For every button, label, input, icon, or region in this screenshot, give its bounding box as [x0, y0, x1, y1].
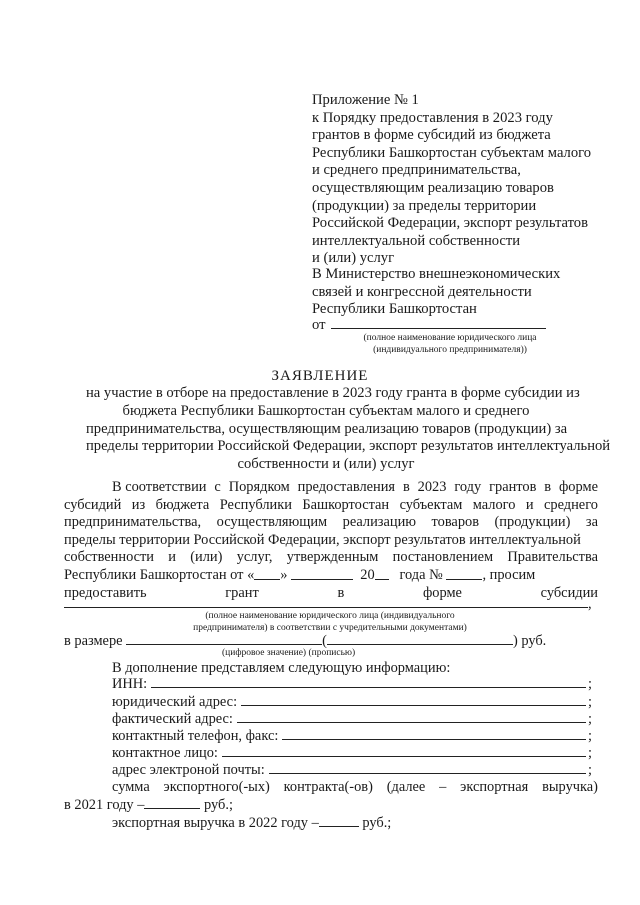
word: сумма: [112, 779, 150, 795]
actual-address-row: [112, 711, 592, 728]
appendix-line: и среднего предпринимательства,: [312, 162, 521, 179]
line-text: руб.;: [204, 797, 233, 813]
paragraph-line: [64, 532, 598, 550]
paragraph-line: [64, 479, 598, 497]
word: Правительства: [507, 549, 598, 566]
word: реализацию: [342, 514, 417, 531]
field-label: юридический адрес:: [112, 694, 238, 710]
document-title: ЗАЯВЛЕНИЕ: [271, 368, 369, 384]
appendix-line: Приложение № 1: [312, 92, 419, 108]
number-field[interactable]: [446, 567, 482, 580]
day-field[interactable]: [254, 567, 280, 580]
field-end: ;: [588, 711, 592, 727]
line-text: , просим: [482, 566, 536, 583]
word: малого: [472, 496, 516, 513]
word: 2023: [417, 479, 447, 495]
amount-caption: (цифровое значение) (прописью): [222, 648, 356, 658]
line-text: пределы территории Российской Федерации, экспорт результатов интеллектуальной: [64, 531, 581, 548]
word: предпринимательства,: [64, 514, 202, 531]
appendix-line: к Порядку предоставления в 2023 году: [312, 109, 553, 126]
word: собственности: [64, 549, 155, 566]
line-text: в 2021 году –: [64, 797, 145, 813]
word: экспортная: [460, 779, 529, 795]
word: бюджета: [155, 496, 210, 513]
word: и: [525, 496, 534, 513]
line-text: »: [280, 566, 288, 583]
field-end: ;: [588, 745, 592, 761]
inn-field[interactable]: [151, 677, 586, 688]
word: среднего: [544, 496, 598, 513]
export-2021-line: [64, 779, 598, 796]
amount-label: в размере: [64, 633, 123, 649]
word: постановлением: [392, 549, 494, 566]
subtitle-line: собственности и (или) услуг: [237, 456, 415, 473]
paragraph-line: [64, 567, 598, 585]
actual-address-field[interactable]: [237, 712, 586, 723]
appendix-line: грантов в форме субсидий из бюджета: [312, 127, 551, 144]
field-label: ИНН:: [112, 676, 148, 692]
line-text: Республики Башкортостан от «: [64, 566, 255, 583]
subtitle-line: на участие в отборе на предоставление в 2023 году гранта в форме субсидии из: [86, 385, 580, 401]
caption-line: (полное наименование юридического лица (индивидуального: [205, 611, 455, 621]
word: в: [402, 479, 410, 495]
word: –: [439, 779, 447, 795]
word: осуществляющим: [216, 514, 328, 531]
applicant-name-field[interactable]: [331, 316, 546, 329]
word: субсидии: [540, 584, 598, 601]
phone-row: [112, 728, 592, 745]
legal-address-row: [112, 694, 592, 711]
organization-caption: [160, 611, 500, 634]
appendix-line: Республики Башкортостан субъектам малого: [312, 144, 592, 161]
from-caption-line: (индивидуального предпринимателя)): [373, 344, 527, 355]
word: утвержденным: [286, 549, 379, 566]
word: за: [585, 514, 598, 531]
contact-person-field[interactable]: [222, 746, 586, 757]
paragraph-line: [64, 549, 598, 567]
line-text: года №: [399, 566, 443, 583]
addressee-line: связей и конгрессной деятельности: [312, 283, 532, 300]
subtitle-line: бюджета Республики Башкортостан субъектам малого и среднего: [122, 402, 530, 419]
subtitle-line: пределы территории Российской Федерации, экспорт результатов интеллектуальной: [86, 438, 611, 455]
appendix-line: (продукции) за пределы территории: [312, 197, 537, 214]
word: и: [168, 549, 176, 566]
export-2022-row: [64, 814, 598, 832]
word: форме: [558, 479, 598, 495]
word: субъектам: [399, 496, 463, 513]
subtitle-line: предпринимательства, осуществляющим реализацию товаров (продукции) за: [86, 420, 568, 437]
paragraph-line: [64, 497, 598, 515]
month-field[interactable]: [291, 567, 353, 580]
organization-row: ,: [64, 596, 598, 613]
document-subtitle: [86, 385, 611, 474]
appendix-block: [312, 92, 612, 268]
field-label: фактический адрес:: [112, 711, 233, 727]
word: Порядком: [228, 479, 290, 495]
contact-person-row: [112, 745, 592, 762]
from-row: [312, 316, 546, 334]
addressee-line: Республики Башкортостан: [312, 301, 477, 318]
export-2021-field[interactable]: [144, 796, 200, 809]
appendix-line: интеллектуальной собственности: [312, 232, 521, 249]
word: экспортного(-ых): [163, 779, 270, 795]
line-text: экспортная выручка в 2022 году –: [112, 815, 319, 831]
export-2022-field[interactable]: [319, 814, 359, 827]
addressee-block: [312, 266, 612, 319]
year-field[interactable]: [375, 567, 389, 580]
inn-row: [112, 676, 592, 693]
word: (или): [190, 549, 223, 566]
field-end: ;: [588, 676, 592, 692]
word: году: [454, 479, 482, 495]
export-2021-tail: [64, 796, 598, 814]
word: предоставить: [64, 584, 147, 601]
field-end: ;: [588, 762, 592, 778]
email-row: [112, 762, 592, 779]
info-heading: В дополнение представляем следующую информацию:: [112, 660, 451, 676]
word: (далее: [386, 779, 426, 795]
word: Башкортостан: [302, 496, 390, 513]
word: грантов: [489, 479, 537, 495]
from-label: от: [312, 317, 326, 333]
line-text: 20: [360, 566, 375, 583]
word: В соответствии: [112, 479, 207, 495]
word: Республики: [219, 496, 292, 513]
appendix-line: Российской Федерации, экспорт результатов: [312, 215, 588, 232]
word: предоставления: [297, 479, 396, 495]
addressee-line: В Министерство внешнеэкономических: [312, 266, 561, 282]
field-label: адрес электроной почты:: [112, 762, 265, 778]
caption-line: предпринимателя) в соответствии с учредительными документами): [193, 622, 467, 633]
amount-words-field[interactable]: [327, 632, 513, 645]
word: выручка): [542, 779, 598, 795]
word: услуг,: [236, 549, 273, 566]
word: (продукции): [494, 514, 571, 531]
amount-unit: ) руб.: [512, 633, 547, 649]
word: товаров: [431, 514, 480, 531]
field-label: контактное лицо:: [112, 745, 218, 761]
field-end: ;: [588, 694, 592, 710]
word: в: [337, 584, 345, 601]
word: грант: [225, 584, 259, 601]
email-field[interactable]: [269, 763, 586, 774]
export-2021-row: [64, 779, 598, 814]
phone-field[interactable]: [282, 729, 586, 740]
legal-address-field[interactable]: [241, 695, 586, 706]
word: из: [131, 496, 146, 513]
field-label: контактный телефон, факс:: [112, 728, 279, 744]
appendix-line: осуществляющим реализацию товаров: [312, 179, 554, 196]
line-text: руб.;: [362, 815, 392, 831]
field-end: ;: [588, 728, 592, 744]
word: форме: [422, 584, 462, 601]
appendix-line: и (или) услуг: [312, 250, 395, 267]
from-caption-line: (полное наименование юридического лица: [363, 333, 537, 343]
word: в: [544, 479, 552, 495]
word: с: [214, 479, 221, 495]
main-paragraph: [64, 479, 598, 602]
paragraph-line: [64, 514, 598, 532]
word: субсидий: [64, 496, 122, 513]
word: контракта(-ов): [283, 779, 373, 795]
organization-name-field[interactable]: [64, 597, 588, 608]
amount-paren: (: [322, 633, 327, 649]
amount-digits-field[interactable]: [126, 632, 322, 645]
from-caption: [340, 333, 560, 356]
